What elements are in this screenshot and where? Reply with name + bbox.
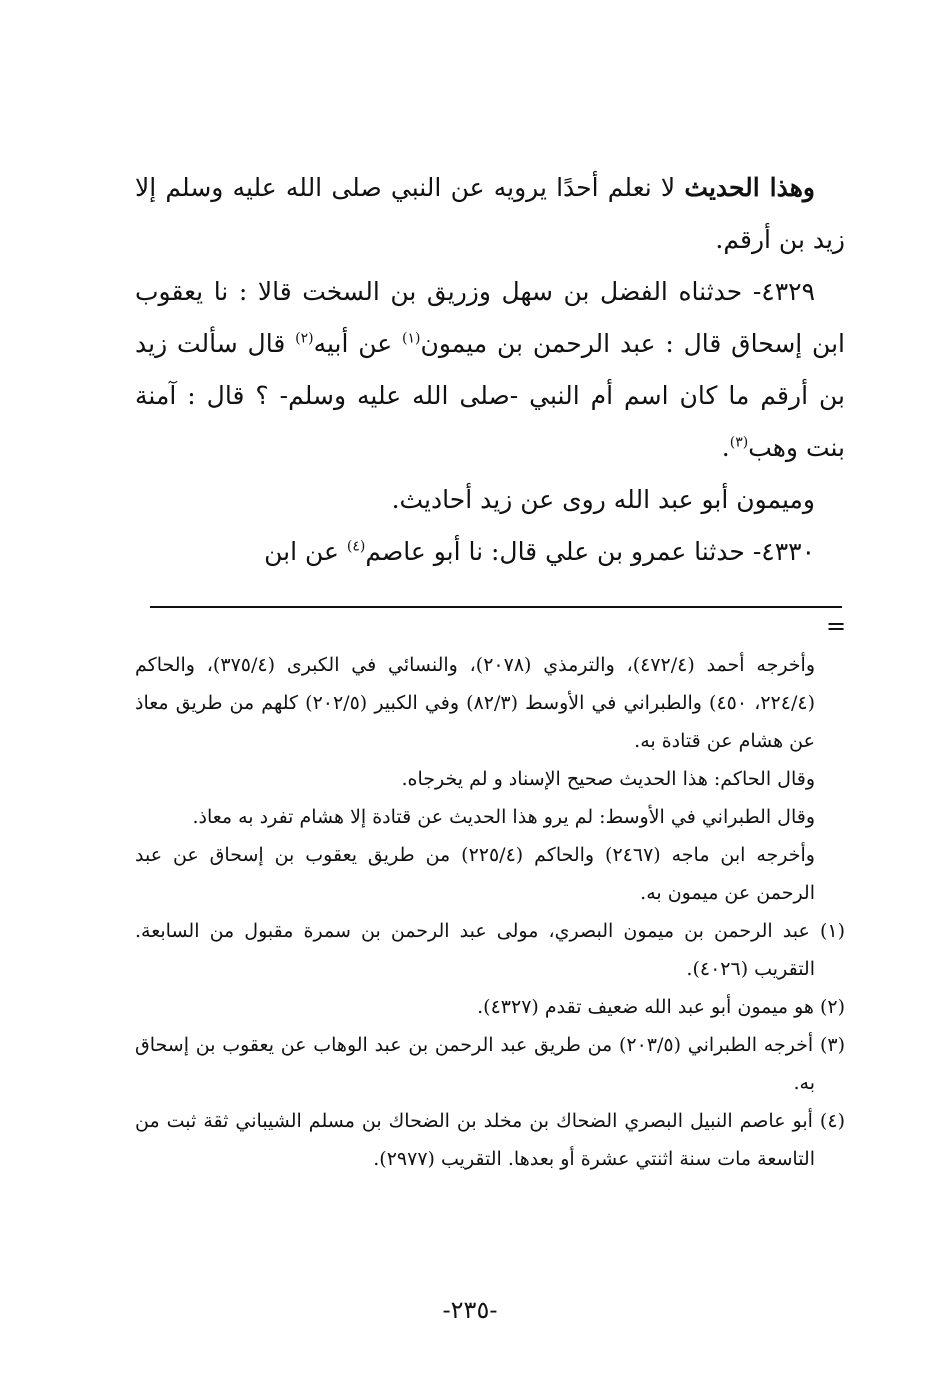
continuation-marker: =	[826, 612, 847, 640]
bold-lead: وهذا الحديث	[684, 173, 816, 202]
paragraph-maymun: وميمون أبو عبد الله روى عن زيد أحاديث.	[391, 485, 815, 514]
paragraph-text: عن ابن	[264, 537, 347, 566]
footnote-2: (٢) هو ميمون أبو عبد الله ضعيف تقدم (٤٣٢٧).	[477, 996, 845, 1018]
footnote-continuation: وأخرجه ابن ماجه (٢٤٦٧) والحاكم (٢٢٥/٤) من طريق يعقوب بن إسحاق عن عبد الرحمن عن ميمون به.	[135, 844, 815, 904]
paragraph-text: ٤٣٣٠- حدثنا عمرو بن علي قال: نا أبو عاصم	[365, 537, 815, 566]
footnote-continuation: وقال الطبراني في الأوسط: لم يرو هذا الحديث عن قتادة إلا هشام تفرد به معاذ.	[192, 806, 815, 828]
footnote-4: (٤) أبو عاصم النبيل البصري الضحاك بن مخلد بن الضحاك بن مسلم الشيباني ثقة ثبت من التاسعة مات سنة اثنتي عشرة أو بعدها. التقريب (٢٩٧٧).	[135, 1110, 845, 1170]
footnote-ref-3[interactable]: (٣)	[729, 434, 749, 451]
footnote-divider	[150, 606, 842, 608]
footnotes	[135, 646, 845, 1178]
paragraph-4330	[135, 526, 845, 578]
footnote-continuation: وأخرجه أحمد (٤٧٢/٤)، والترمذي (٢٠٧٨)، والنسائي في الكبرى (٣٧٥/٤)، والحاكم (٢٢٤/٤، ٤٥٠) والطبراني في الأوسط (٨٢/٣) وفي الكبير (٢٠٢/٥) كلهم من طريق معاذ عن هشام عن قتادة به.	[135, 654, 815, 752]
paragraph-hadith-note	[135, 162, 845, 266]
footnote-3: (٣) أخرجه الطبراني (٢٠٣/٥) من طريق عبد الرحمن بن عبد الوهاب عن يعقوب بن إسحاق به.	[135, 1034, 845, 1094]
paragraph-text: لا نعلم أحدًا يرويه عن النبي صلى الله عليه وسلم إلا زيد بن أرقم.	[135, 173, 845, 254]
paragraph-text: .	[721, 433, 730, 462]
paragraph-4329	[135, 266, 845, 474]
page-number: -٢٣٥-	[442, 1296, 498, 1324]
footnote-ref-2[interactable]: (٢)	[295, 330, 314, 347]
paragraph-text: ٤٣٢٩- حدثناه الفضل بن سهل وزريق بن السخت قالا : نا يعقوب ابن إسحاق قال : عبد الرحمن بن ميمون	[135, 277, 845, 358]
paragraph-text: قال سألت زيد بن أرقم ما كان اسم أم النبي -صلى الله عليه وسلم- ؟ قال : آمنة بنت وهب	[135, 329, 845, 462]
paragraph-text: عن أبيه	[313, 329, 403, 358]
main-text	[135, 162, 845, 578]
footnote-continuation: وقال الحاكم: هذا الحديث صحيح الإسناد و لم يخرجاه.	[401, 768, 815, 790]
footnote-ref-4[interactable]: (٤)	[346, 538, 366, 555]
footnote-1: (١) عبد الرحمن بن ميمون البصري، مولى عبد الرحمن بن سمرة مقبول من السابعة. التقريب (٤٠٢٦).	[135, 920, 845, 980]
footnote-ref-1[interactable]: (١)	[402, 330, 421, 347]
